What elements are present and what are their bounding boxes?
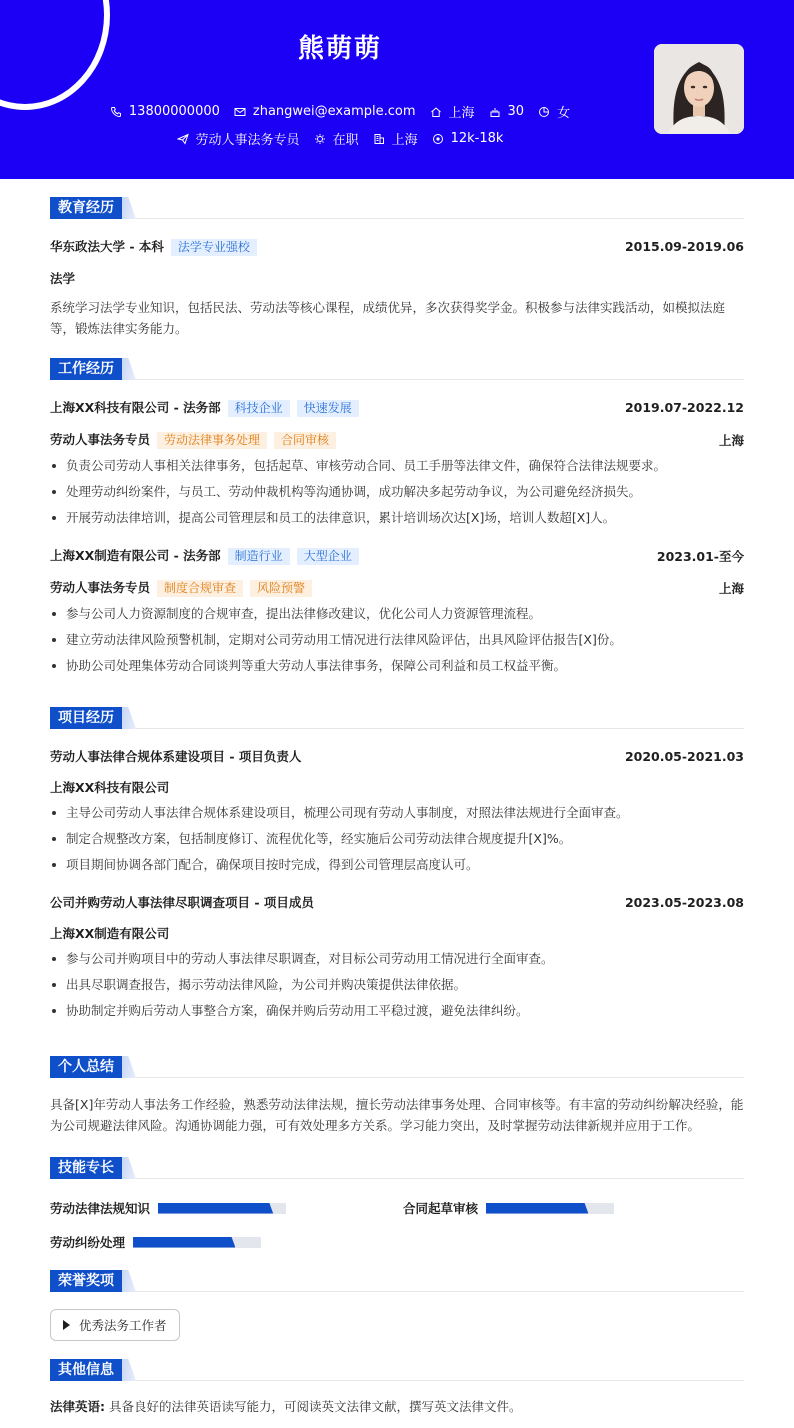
role-tag: 合同审核 [274,432,336,449]
company-tag: 快速发展 [297,400,359,417]
gender-item [538,102,570,121]
other-info-row [50,1396,744,1417]
heading-accent [122,1270,136,1292]
job-entry [50,398,744,531]
projects-heading [50,707,744,729]
summary-heading [50,1056,744,1078]
project-bullets [50,800,744,878]
job-city: 上海 [718,432,744,448]
project-org: 上海XX科技有限公司 [50,780,170,795]
skills-section [50,1157,744,1257]
skill-name: 劳动法律法规知识 [50,1201,151,1216]
gear-icon [314,133,326,145]
company-tag: 大型企业 [297,548,359,565]
awards-heading [50,1270,744,1292]
school-tag: 法学专业强校 [171,239,257,256]
project-name: 劳动人事法律合规体系建设项目 - 项目负责人 [50,749,302,764]
project-row [50,893,744,911]
location-text: 上海 [448,106,475,121]
major: 法学 [50,271,76,286]
role-text: 劳动人事法务专员 [50,432,151,447]
age-text: 30 [507,104,525,119]
skill-item [403,1199,614,1217]
position-text: 劳动人事法务专员 [195,133,300,148]
role-text: 劳动人事法务专员 [50,580,151,595]
list-item: 参与公司人力资源制度的合规审查，提出法律修改建议，优化公司人力资源管理流程。 [50,601,744,627]
job-role-row [50,430,744,449]
skills-heading [50,1157,744,1179]
education-description: 系统学习法学专业知识，包括民法、劳动法等核心课程，成绩优异，多次获得奖学金。积极参与法律实践活动，如模拟法庭等，锻炼法律实务能力。 [50,300,726,336]
other-text: 具备良好的法律英语读写能力，可阅读英文法律文献，撰写英文法律文件。 [108,1399,522,1414]
position-item [177,129,300,148]
resume-header [0,0,794,179]
company-text: 上海XX制造有限公司 - 法务部 [50,548,221,563]
other-label: 法律英语: [50,1399,105,1414]
age-item [489,104,525,119]
cake-icon [489,106,501,118]
project-entry [50,893,744,1024]
job-intent-row [0,129,680,148]
award-chip[interactable] [50,1309,180,1341]
list-item: 开展劳动法律培训，提高公司管理层和员工的法律意识，累计培训场次达[X]场，培训人数超[X]人。 [50,505,744,531]
gender-text: 女 [557,106,571,121]
skill-name: 劳动纠纷处理 [50,1235,126,1250]
phone-item [110,104,220,119]
school-text: 华东政法大学 - 本科 [50,239,164,254]
status-text: 在职 [332,133,359,148]
work-section [50,358,744,679]
work-title: 工作经历 [50,358,122,380]
awards-section [50,1270,744,1350]
avatar-illustration [654,44,744,134]
gender-icon [538,106,550,118]
list-item: 协助公司处理集体劳动合同谈判等重大劳动人事法律事务，保障公司利益和员工权益平衡。 [50,653,744,679]
job-bullets [50,453,744,531]
home-icon [430,106,442,118]
contact-row [0,102,680,121]
email-item [234,104,416,119]
project-row [50,747,744,765]
award-text: 优秀法务工作者 [79,1318,167,1333]
phone-text: 13800000000 [128,104,220,119]
skill-bar [133,1237,261,1248]
project-entry [50,747,744,878]
education-heading [50,197,744,219]
list-item: 主导公司劳动人事法律合规体系建设项目，梳理公司现有劳动人事制度，对照法律法规进行全面审查。 [50,800,744,826]
education-date: 2015.09-2019.06 [624,239,744,254]
list-item: 协助制定并购后劳动人事整合方案，确保并购后劳动用工平稳过渡，避免法律纠纷。 [50,998,744,1024]
project-date: 2023.05-2023.08 [624,894,744,910]
job-entry [50,546,744,679]
other-section [50,1359,744,1417]
other-heading [50,1359,744,1381]
list-item: 制定合规整改方案，包括制度修订、流程优化等，经实施后公司劳动法律合规度提升[X]%。 [50,826,744,852]
school-name [50,237,257,256]
education-row [50,237,744,256]
status-item [314,129,359,148]
candidate-name: 熊萌萌 [297,34,382,64]
job-company [50,546,359,565]
work-heading [50,358,744,380]
company-tag: 科技企业 [228,400,290,417]
job-date: 2023.01-至今 [656,548,744,564]
education-title: 教育经历 [50,197,122,219]
skill-bar [158,1203,286,1214]
coin-icon [432,133,444,145]
other-title: 其他信息 [50,1359,122,1381]
send-icon [177,133,189,145]
job-company-row [50,546,744,565]
building-icon [373,133,385,145]
skill-bar [486,1203,614,1214]
list-item: 参与公司并购项目中的劳动人事法律尽职调查，对目标公司劳动用工情况进行全面审查。 [50,946,744,972]
play-icon [63,1320,70,1330]
projects-title: 项目经历 [50,707,122,729]
skill-item [50,1199,286,1217]
heading-accent [122,707,136,729]
skill-name: 合同起草审核 [403,1201,479,1216]
skill-bar-fill [133,1237,235,1248]
job-role [50,430,336,449]
list-item: 出具尽职调查报告，揭示劳动法律风险，为公司并购决策提供法律依据。 [50,972,744,998]
job-date: 2019.07-2022.12 [624,400,744,415]
profile-photo [654,44,744,134]
role-tag: 制度合规审查 [157,580,243,597]
job-role [50,578,312,597]
skills-title: 技能专长 [50,1157,122,1179]
heading-accent [122,1056,136,1078]
phone-icon [110,106,122,118]
company-text: 上海XX科技有限公司 - 法务部 [50,400,221,415]
summary-section [50,1056,744,1136]
skill-item [50,1233,261,1251]
project-org: 上海XX制造有限公司 [50,926,170,941]
city-item [373,129,418,148]
projects-section [50,707,744,1024]
list-item: 建立劳动法律风险预警机制，定期对公司劳动用工情况进行法律风险评估，出具风险评估报告[X]份。 [50,627,744,653]
list-item: 负责公司劳动人事相关法律事务，包括起草、审核劳动合同、员工手册等法律文件，确保符合法律法规要求。 [50,453,744,479]
role-tag: 风险预警 [250,580,312,597]
company-tag: 制造行业 [228,548,290,565]
job-company-row [50,398,744,417]
job-city: 上海 [718,580,744,596]
salary-item [432,131,504,146]
job-role-row [50,578,744,597]
salary-text: 12k-18k [450,131,504,146]
job-company [50,398,359,417]
location-item [430,102,475,121]
heading-accent [122,358,136,380]
awards-title: 荣誉奖项 [50,1270,122,1292]
list-item: 处理劳动纠纷案件，与员工、劳动仲裁机构等沟通协调，成功解决多起劳动争议，为公司避免经济损失。 [50,479,744,505]
list-item: 项目期间协调各部门配合，确保项目按时完成，得到公司管理层高度认可。 [50,852,744,878]
heading-accent [122,1359,136,1381]
email-icon [234,106,246,118]
project-date: 2020.05-2021.03 [624,748,744,764]
email-text: zhangwei@example.com [252,104,416,119]
summary-text: 具备[X]年劳动人事法务工作经验，熟悉劳动法律法规，擅长劳动法律事务处理、合同审核等。有丰富的劳动纠纷解决经验，能为公司规避法律风险。沟通协调能力强，可有效处理多方关系。学习能力突出，及时掌握劳动法律新规并应用于工作。 [50,1097,744,1133]
skill-bar-fill [486,1203,588,1214]
job-bullets [50,601,744,679]
project-name: 公司并购劳动人事法律尽职调查项目 - 项目成员 [50,895,314,910]
role-tag: 劳动法律事务处理 [157,432,267,449]
education-section [50,197,744,339]
project-bullets [50,946,744,1024]
skill-bar-fill [158,1203,273,1214]
heading-accent [122,197,136,219]
summary-title: 个人总结 [50,1056,122,1078]
heading-accent [122,1157,136,1179]
city-text: 上海 [391,133,418,148]
